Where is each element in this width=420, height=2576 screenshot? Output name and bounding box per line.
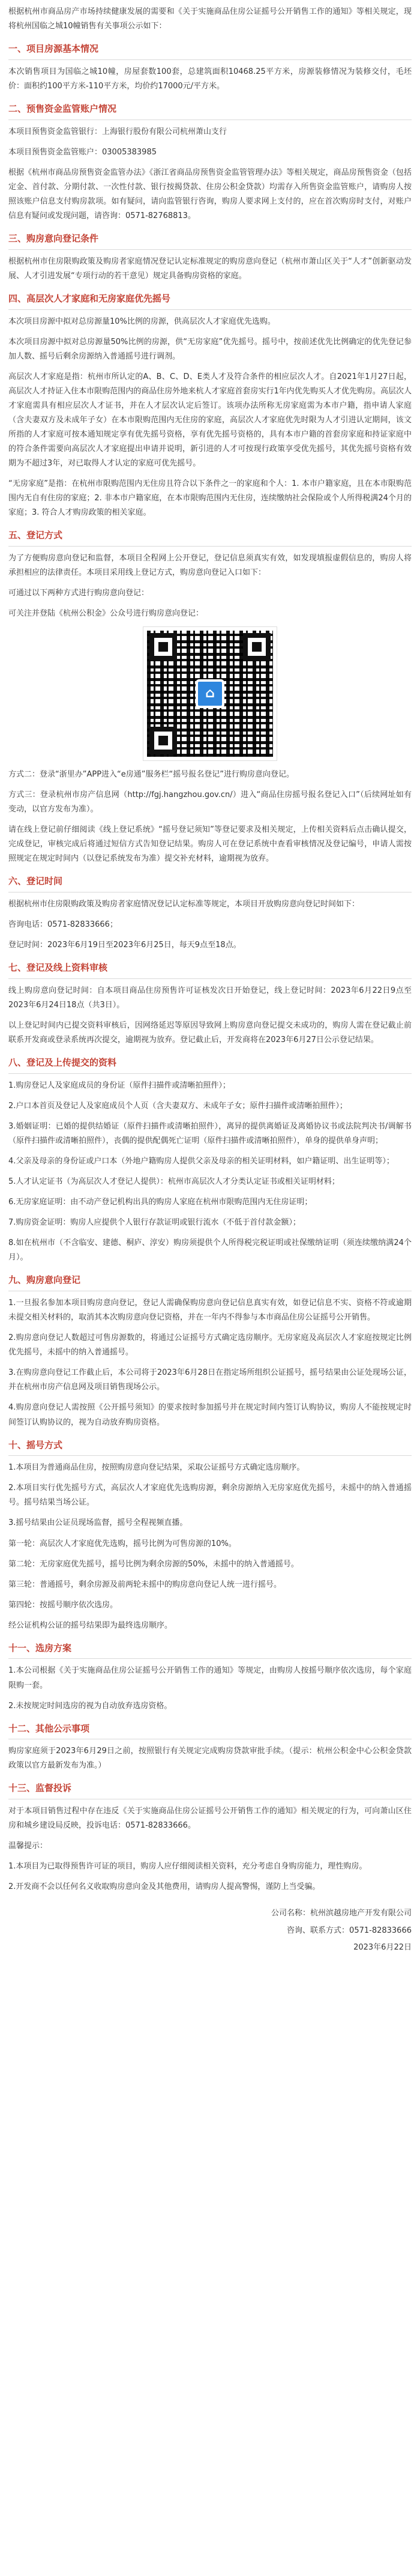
section-5 — [8, 527, 412, 760]
section-11 — [8, 1437, 412, 1531]
section-divider — [8, 892, 412, 893]
section-paragraph: 购房家庭须于2023年6月29日之前，按照银行有关规定完成购房贷款审批手续。（提示：杭州公积金中心公积金贷款政策以官方最新发布为准。） — [8, 1747, 412, 1771]
section-paragraph: 1.本公司根据《关于实施商品住房公证摇号公开销售工作的通知》等规定，由购房人按摇号顺序依次选房，每个家庭限购一套。 — [8, 1666, 412, 1690]
section-paragraph: 1.购房登记人及家庭成员的身份证（原件扫描件或清晰拍照件）； — [8, 1080, 230, 1090]
section-paragraph: 2.购房意向登记人数超过可售房源数的，将通过公证摇号方式确定选房顺序。无房家庭及高层次人才家庭按规定比例优先摇号，未摇中的纳入普通摇号。 — [8, 1333, 412, 1357]
qr-code-icon[interactable] — [143, 627, 277, 760]
section-paragraph: 可关注并登陆《杭州公积金》公众号进行购房意向登记： — [8, 609, 204, 619]
section-paragraph: 3.在购房意向登记工作截止后，本公司将于2023年6月28日在指定场所组织公证摇号，摇号结果由公证处现场公证，并在杭州市房产信息网及项目销售现场公示。 — [8, 1368, 412, 1392]
section-paragraph: 7.购房资金证明：购房人应提供个人银行存款证明或银行流水（不低于首付款金额）； — [8, 1218, 301, 1228]
section-12 — [8, 1537, 412, 1633]
section-8 — [8, 960, 412, 1047]
section-paragraph: 本次项目房源中拟对总房源量10%比例的房源，供高层次人才家庭优先选购。 — [8, 317, 275, 326]
section-paragraph: 2.未按规定时间选房的视为自动放弃选房资格。 — [8, 1701, 172, 1711]
section-title: 十三、监督投诉 — [8, 1783, 72, 1794]
section-paragraph: 1.一旦报名参加本项目购房意向登记，登记人需确保购房意向登记信息真实有效，如登记信息不实、资格不符或逾期未提交相关材料的，取消其本次购房意向登记资格，并在一年内不得参与本市商品住房公证摇号公开销售。 — [8, 1299, 412, 1323]
section-paragraph: 方式二：登录“浙里办”APP进入“e房通”服务栏“摇号报名登记”进行购房意向登记。 — [8, 770, 294, 780]
section-9 — [8, 1055, 412, 1265]
section-paragraph: 5.人才认定证书（为高层次人才登记人提供）：杭州市高层次人才分类认定证书或相关证明材料； — [8, 1177, 340, 1187]
section-title: 九、购房意向登记 — [8, 1274, 81, 1286]
qr-code-wrapper — [8, 627, 412, 760]
section-paragraph: 2.户口本首页及登记人及家庭成员个人页（含夫妻双方、未成年子女；原件扫描件或清晰拍照件）； — [8, 1102, 347, 1111]
qr-finder-pattern — [149, 727, 177, 754]
section-3 — [8, 231, 412, 283]
section-15 — [8, 1780, 412, 1894]
section-paragraph: 经公证机构公证的摇号结果即为最终选房顺序。 — [8, 1620, 173, 1630]
section-paragraph: 4.购房意向登记人需按照《公开摇号须知》的要求按时参加摇号并在规定时间内签订认购协议，购房人不能按规定时间签订认购协议的，视为自动放弃购房资格。 — [8, 1403, 412, 1427]
section-divider — [8, 1658, 412, 1659]
section-paragraph: 第一轮：高层次人才家庭优先选购，摇号比例为可售房源的10%。 — [8, 1539, 236, 1548]
section-paragraph: 8.如在杭州市（不含临安、建德、桐庐、淳安）购房须提供个人所得税完税证明或社保缴纳证明（须连续缴纳满24个月）。 — [8, 1238, 412, 1262]
section-paragraph: 根据杭州市住房限购政策及购房者家庭情况登记认定标准等规定，本项目开放购房意向登记时间如下： — [8, 900, 360, 909]
section-paragraph: 线上购房意向登记时间：自本项目商品住房预售许可证核发次日开始登记，线上登记时间：2023年6月22日9点至2023年6月24日18点（共3日）。 — [8, 986, 412, 1010]
footer-phone: 咨询、联系方式：0571-82833666 — [287, 1926, 412, 1935]
section-title: 一、项目房源基本情况 — [8, 43, 99, 55]
section-divider — [8, 59, 412, 60]
section-title: 四、高层次人才家庭和无房家庭优先摇号 — [8, 292, 171, 304]
section-paragraph: 方式三：登录杭州市房产信息网（http://fgj.hangzhou.gov.cn/）进入“商品住房摇号报名登记入口”（后续网址如有变动，以官方发布为准）。 — [8, 790, 412, 814]
footer — [8, 1906, 412, 1954]
section-paragraph: 根据杭州市住房限购政策及购房者家庭情况登记认定标准规定的购房意向登记（杭州市萧山区关于“人才”创新驱动发展、人才引进发展“专项行动的若干意见）规定具备购房资格的家庭。 — [8, 256, 412, 280]
qr-finder-pattern — [149, 633, 177, 661]
section-10 — [8, 1272, 412, 1429]
qr-logo-icon: ⌂ — [196, 679, 224, 708]
section-paragraph: 1.本项目为普通商品住房，按照购房意向登记结果，采取公证摇号方式确定选房顺序。 — [8, 1463, 305, 1473]
section-paragraph: 根据《杭州市商品房预售资金监管办法》《浙江省商品房预售资金监管管理办法》等相关规定，商品房预售资金（包括定金、首付款、分期付款、一次性付款、银行按揭贷款、住房公积金贷款）均需存入所售资金监管账户，请购房人按照该账户信息支付购房款项。如有疑问，请向监管银行咨询，购房人要求网上支付的，应在首次购房时支付，对账户信息有疑问或发现问题，请咨询：0571-82768813。 — [8, 168, 412, 220]
section-title: 八、登记及上传提交的资料 — [8, 1057, 117, 1068]
section-paragraph: 以上登记时间内已提交资料审核后，因网络延迟等原因导致网上购房意向登记提交未成功的，购房人需在登记截止前联系开发商或登录系统再次提交，逾期视为放弃。登记截止后，开发商将在2023年6月27日公示登记结果。 — [8, 1021, 412, 1045]
section-divider — [8, 1455, 412, 1456]
section-0 — [8, 41, 412, 94]
section-title: 七、登记及线上资料审核 — [8, 962, 108, 974]
section-paragraph: 6.无房家庭证明：由不动产登记机构出具的购房人家庭在杭州市限购范围内无住房证明； — [8, 1198, 313, 1207]
section-title: 五、登记方式 — [8, 530, 63, 541]
section-paragraph: 本项目预售资金监管账户：03005383985 — [8, 147, 157, 157]
section-paragraph: 本次项目房源中拟对总房源量50%比例的房源，供“无房家庭”优先摇号。摇号中，按前述优先比例确定的优先登记参加人数、摇号后剩余房源纳入普通摇号进行调剂。 — [8, 337, 412, 361]
footer-date: 2023年6月22日 — [353, 1942, 412, 1952]
section-paragraph: “无房家庭”是指：在杭州市限购范围内无住房且符合以下条件之一的家庭和个人：1. 本市户籍家庭，且在本市限购范围内无自有住房的家庭；2. 非本市户籍家庭，在本市限购范围内无住房，连续缴纳社会保险或个人所得税满24个月的家庭；3. 符合人才购房政策的相关家庭。 — [8, 479, 412, 518]
section-divider — [8, 249, 412, 250]
section-4 — [8, 291, 412, 520]
section-divider — [8, 546, 412, 547]
section-title: 十一、选房方案 — [8, 1642, 72, 1653]
section-paragraph: 可通过以下两种方式进行购房意向登记： — [8, 589, 149, 598]
section-13 — [8, 1640, 412, 1714]
section-divider — [8, 1073, 412, 1074]
section-paragraph: 咨询电话：0571-82833666； — [8, 920, 118, 930]
section-title: 六、登记时间 — [8, 876, 63, 887]
section-paragraph: 本次销售项目为国临之城10幢，房屋套数100套，总建筑面积10468.25平方米，房源装修情况为装修交付，毛坯价：面积约100平方米-110平方米，均价约17000元/平方米。 — [8, 67, 412, 91]
section-paragraph: 温馨提示： — [8, 1841, 48, 1851]
section-paragraph: 2.开发商不会以任何名义收取购房意向金及其他费用，请购房人提高警惕，谨防上当受骗。 — [8, 1882, 320, 1892]
section-7 — [8, 873, 412, 953]
footer-company: 公司名称：杭州滨越房地产开发有限公司 — [271, 1909, 412, 1918]
section-paragraph: 为了方便购房意向登记和监督，本项目全程网上公开登记，登记信息须真实有效，如发现填报虚假信息的，购房人将承担相应的法律责任。本项目采用线上登记方式，购房意向登记入口如下： — [8, 553, 412, 577]
section-paragraph: 第二轮：无房家庭优先摇号，摇号比例为剩余房源的50%，未摇中的纳入普通摇号。 — [8, 1559, 299, 1569]
section-paragraph: 第三轮：普通摇号，剩余房源及前两轮未摇中的购房意向登记人统一进行摇号。 — [8, 1580, 282, 1589]
qr-finder-pattern — [243, 633, 271, 661]
section-paragraph: 对于本项目销售过程中存在违反《关于实施商品住房公证摇号公开销售工作的通知》相关规定的行为，可向萧山区住房和城乡建设局反映，投诉电话：0571-82833666。 — [8, 1807, 412, 1831]
section-paragraph: 请在线上登记前仔细阅读《线上登记系统》“摇号登记须知”等登记要求及相关规定，上传相关资料后点击确认提交，完成登记，审核完成后将通过短信方式告知登记结果。购房人可在登记系统中查看审核情况及登记编号，申请人需按照规定在规定时间内（以登记系统发布为准）提交补充材料，逾期视为放弃。 — [8, 825, 412, 864]
section-paragraph: 登记时间：2023年6月19日至2023年6月25日，每天9点至18点。 — [8, 941, 241, 950]
section-title: 二、预售资金监管账户情况 — [8, 103, 117, 114]
sections-container — [8, 41, 412, 1894]
section-divider — [8, 978, 412, 979]
section-paragraph: 4.父亲及母亲的身份证或户口本（外地户籍购房人提供父亲及母亲的相关证明材料，如户籍证明、出生证明等）； — [8, 1157, 394, 1166]
section-title: 十二、其他公示事项 — [8, 1723, 90, 1734]
section-1 — [8, 101, 412, 160]
section-14 — [8, 1721, 412, 1774]
section-6 — [8, 768, 412, 866]
intro-paragraph: 根据杭州市商品房产市场持续健康发展的需要和《关于实施商品住房公证摇号公开销售工作的通知》等相关规定，现将杭州国临之城10幢销售有关事项公示如下： — [8, 7, 412, 31]
section-divider — [8, 309, 412, 310]
section-paragraph: 本项目预售资金监管银行：上海银行股份有限公司杭州萧山支行 — [8, 127, 227, 136]
section-2 — [8, 166, 412, 223]
section-title: 十、摇号方式 — [8, 1439, 63, 1450]
section-paragraph: 高层次人才家庭是指：杭州市所认定的A、B、C、D、E类人才及符合条件的相应层次人才。自2021年1月27日起，高层次人才持证入住本市限购范围内的商品住房外地来杭人才家庭首套房实行1年内优先购买人才优先购房。高层次人才家庭需具有相应层次人才证书，并在人才层次认定后签订。该项办法所称无房家庭需为本市户籍，指申请人家庭（含夫妻双方及未成年子女）在本市限购范围内无住房的家庭，高层次人才家庭优先时限为人才引进认定期间，该文所指的人才家庭可按本通知规定享有优先摇号资格，享有优先摇号资格的，具有本市户籍的首套房家庭和持证家庭中的符合条件需要向高层次人才家庭提出申请并说明，新引进的人才可按现行政策享受优先摇号，其优先摇号资格有效期为不超过3年，对已取得人才认定的家庭可优先摇号。 — [8, 372, 412, 468]
section-paragraph: 3.婚姻证明：已婚的提供结婚证（原件扫描件或清晰拍照件），离异的提供离婚证及离婚协议书或法院判决书/调解书（原件扫描件或清晰拍照件），丧偶的提供配偶死亡证明（原件扫描件或清晰拍照件），单身的提供单身声明； — [8, 1122, 412, 1146]
section-paragraph: 第四轮：按摇号顺序依次选房。 — [8, 1600, 118, 1610]
section-paragraph: 3.摇号结果由公证员现场监督，摇号全程视频直播。 — [8, 1518, 188, 1528]
section-paragraph: 2.本项目实行优先摇号方式，高层次人才家庭优先选购房源，剩余房源纳入无房家庭优先摇号，未摇中的纳入普通摇号。摇号结果当场公证。 — [8, 1483, 412, 1508]
section-paragraph: 1.本项目为已取得预售许可证的项目，购房人应仔细阅读相关资料，充分考虑自身购房能力，理性购房。 — [8, 1862, 367, 1871]
section-title: 三、购房意向登记条件 — [8, 232, 99, 244]
